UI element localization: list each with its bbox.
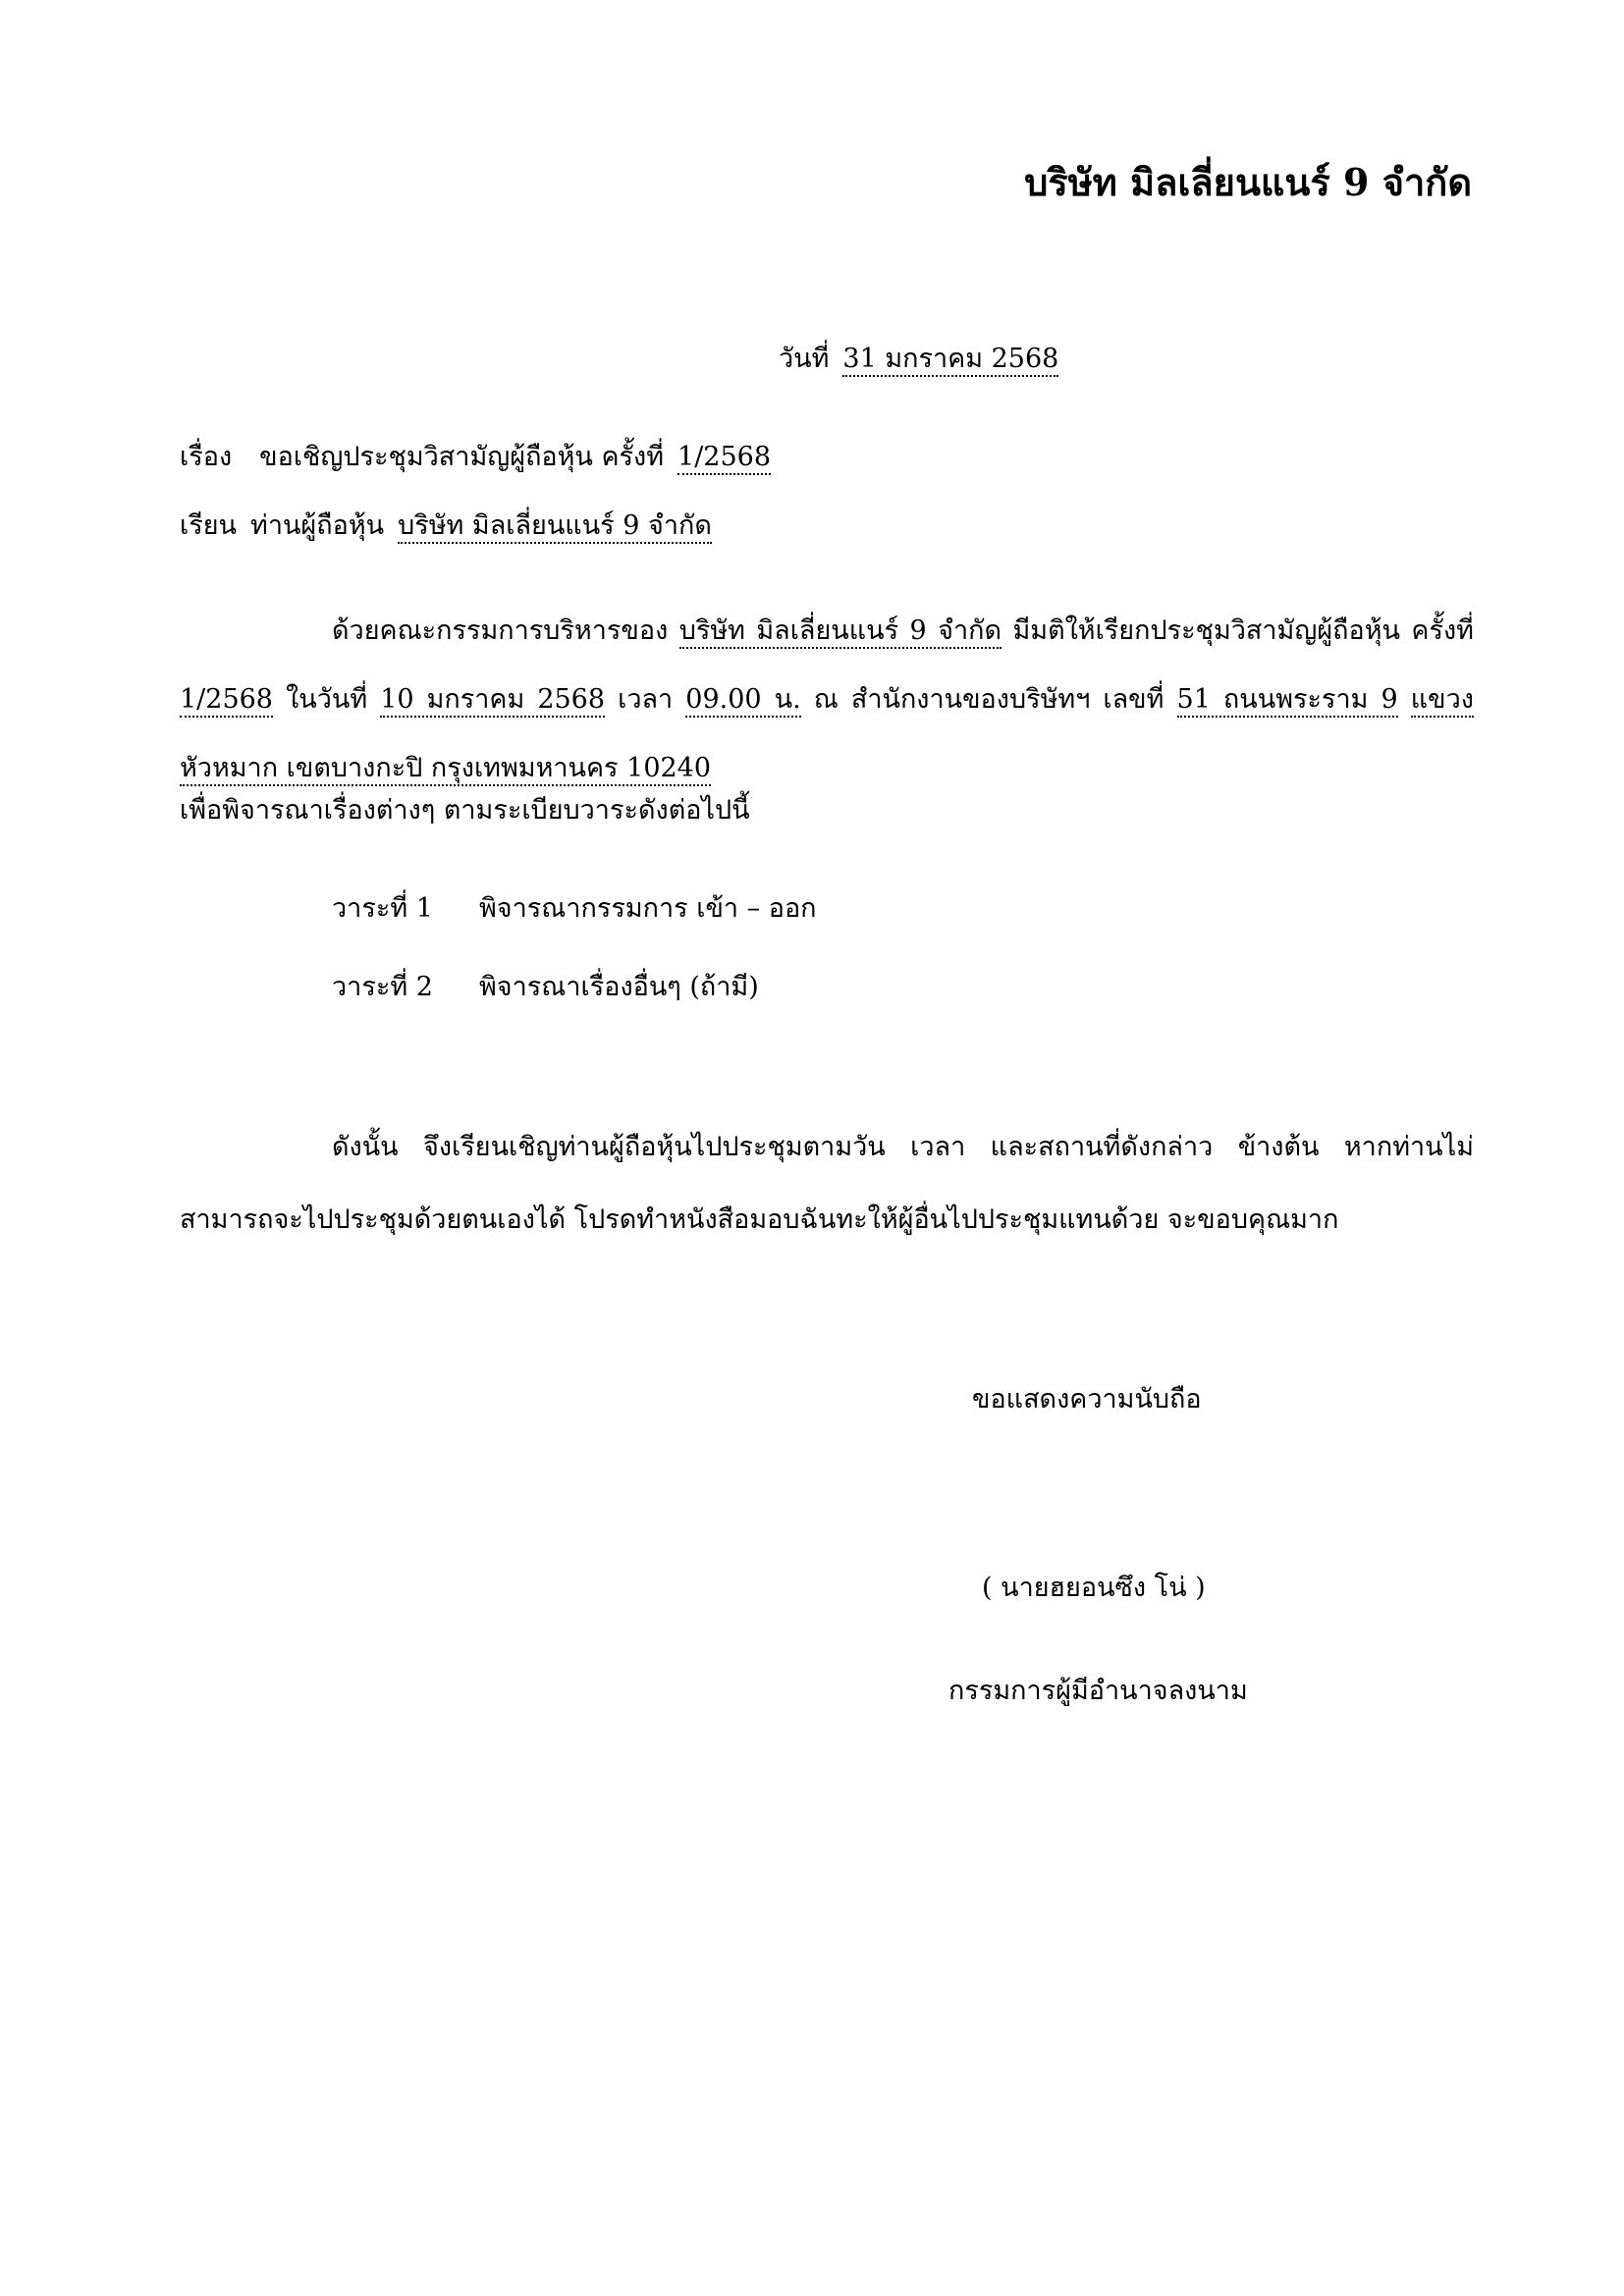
meeting-number: 1/2568 xyxy=(180,684,273,718)
regards-line: ขอแสดงความนับถือ xyxy=(972,1384,1202,1415)
company-header: บริษัท มิลเลี่ยนแนร์ 9 จำกัด xyxy=(1024,160,1472,204)
body-company: บริษัท มิลเลี่ยนแนร์ 9 จำกัด xyxy=(679,615,1001,649)
date-line xyxy=(779,340,1058,379)
recipient-text: ท่านผู้ถือหุ้น xyxy=(250,510,385,541)
on-date-label: ในวันที่ xyxy=(286,684,368,715)
agenda-item xyxy=(332,968,759,1007)
agenda-text: พิจารณาเรื่องอื่นๆ (ถ้ามี) xyxy=(479,972,759,1002)
date-value: 31 มกราคม 2568 xyxy=(842,344,1058,377)
subject-text: ขอเชิญประชุมวิสามัญผู้ถือหุ้น ครั้งที่ xyxy=(259,442,665,472)
body-intro: ด้วยคณะกรรมการบริหารของ xyxy=(332,615,669,646)
recipient-line xyxy=(180,507,712,546)
agenda-text: พิจารณากรรมการ เข้า – ออก xyxy=(479,893,817,924)
address-line-2: แขวงหัวหมาก เขตบางกะปิ กรุงเทพมหานคร 10240 xyxy=(180,684,1474,786)
closing-paragraph: ดังนั้น จึงเรียนเชิญท่านผู้ถือหุ้นไปประชุมตามวัน เวลา และสถานที่ดังกล่าว ข้างต้น หากท่านไม่สามารถจะไปประชุมด้วยตนเองได้ โปรดทำหนังสือมอบฉันทะให้ผู้อื่นไปประชุมแทนด้วย จะขอบคุณมาก xyxy=(180,1132,1474,1235)
meeting-date: 10 มกราคม 2568 xyxy=(380,684,605,718)
address-line-1: 51 ถนนพระราม 9 xyxy=(1177,684,1398,718)
subject-line xyxy=(180,438,771,477)
signatory-title: กรรมการผู้มีอำนาจลงนาม xyxy=(948,1676,1248,1706)
agenda-label: วาระที่ 1 xyxy=(332,893,433,924)
date-label: วันที่ xyxy=(779,344,830,374)
location-intro: ณ สำนักงานของบริษัทฯ เลขที่ xyxy=(813,684,1164,715)
signatory-name: ( นายฮยอนซึง โน่ ) xyxy=(982,1573,1206,1603)
subject-label: เรื่อง xyxy=(180,442,233,472)
body-resolution: มีมติให้เรียกประชุมวิสามัญผู้ถือหุ้น ครั้งที่ xyxy=(1012,615,1474,646)
body-paragraph xyxy=(180,597,1474,803)
recipient-label: เรียน xyxy=(180,510,238,541)
meeting-time: 09.00 น. xyxy=(685,684,800,718)
subject-number: 1/2568 xyxy=(677,442,771,475)
agenda-item xyxy=(332,889,817,929)
purpose-line: เพื่อพิจารณาเรื่องต่างๆ ตามระเบียบวาระดังต่อไปนี้ xyxy=(180,795,750,826)
agenda-label: วาระที่ 2 xyxy=(332,972,433,1002)
recipient-company: บริษัท มิลเลี่ยนแนร์ 9 จำกัด xyxy=(398,510,712,544)
time-label: เวลา xyxy=(618,684,674,715)
